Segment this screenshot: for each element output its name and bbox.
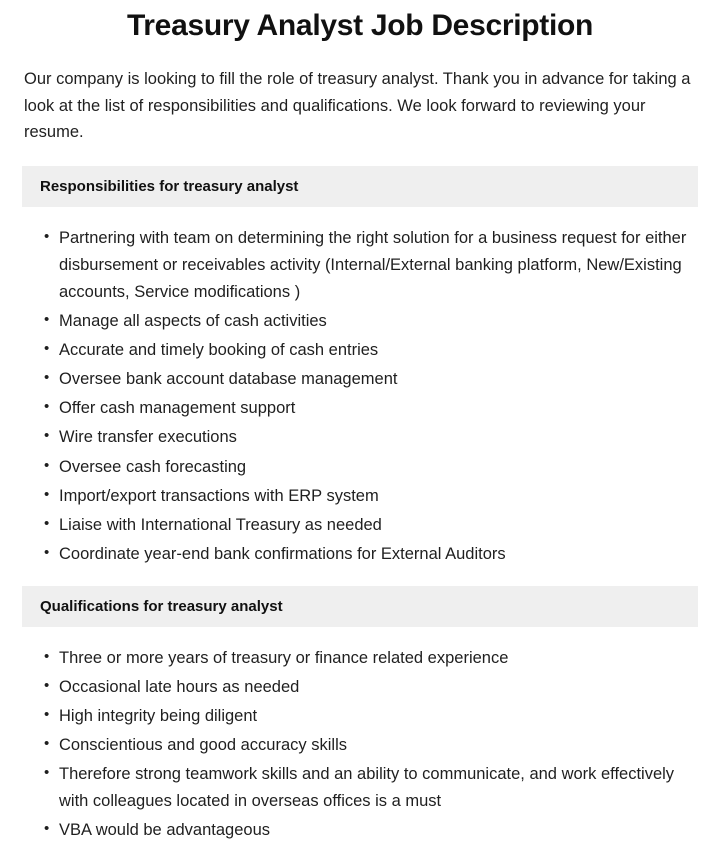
list-item: • High integrity being diligent [22,703,698,730]
page-title: Treasury Analyst Job Description [126,9,594,42]
list-item: • Manage all aspects of cash activities [22,308,698,335]
list-item: • Conscientious and good accuracy skills [22,732,698,759]
list-item: • Accurate and timely booking of cash entries [22,337,698,364]
qualifications-section-header: Qualifications for treasury analyst [22,586,698,627]
qualifications-section [22,586,698,844]
list-item: • Oversee cash forecasting [22,454,698,481]
responsibilities-section [22,166,698,568]
list-item: • Wire transfer executions [22,424,698,451]
intro-paragraph: Our company is looking to fill the role of treasury analyst. Thank you in advance for taking a look at the list of responsibilities and qualifications. We look forward to reviewing your resume. [24,70,691,142]
list-item: • VBA would be advantageous [22,817,698,844]
list-item: • Import/export transactions with ERP system [22,483,698,510]
list-item: • Therefore strong teamwork skills and an ability to communicate, and work effectively with colleagues located in overseas offices is a must [22,761,698,815]
list-item: • Coordinate year-end bank confirmations for External Auditors [22,541,698,568]
list-item: • Three or more years of treasury or finance related experience [22,645,698,672]
job-description-page [0,8,720,844]
list-item: • Occasional late hours as needed [22,674,698,701]
responsibilities-list [22,225,698,568]
list-item: • Liaise with International Treasury as needed [22,512,698,539]
qualifications-list [22,645,698,844]
list-item: • Partnering with team on determining the right solution for a business request for either disbursement or receivables activity (Internal/External banking platform, New/Existing accounts, Service modifications ) [22,225,698,306]
responsibilities-section-header: Responsibilities for treasury analyst [22,166,698,207]
list-item: • Offer cash management support [22,395,698,422]
list-item: • Oversee bank account database management [22,366,698,393]
